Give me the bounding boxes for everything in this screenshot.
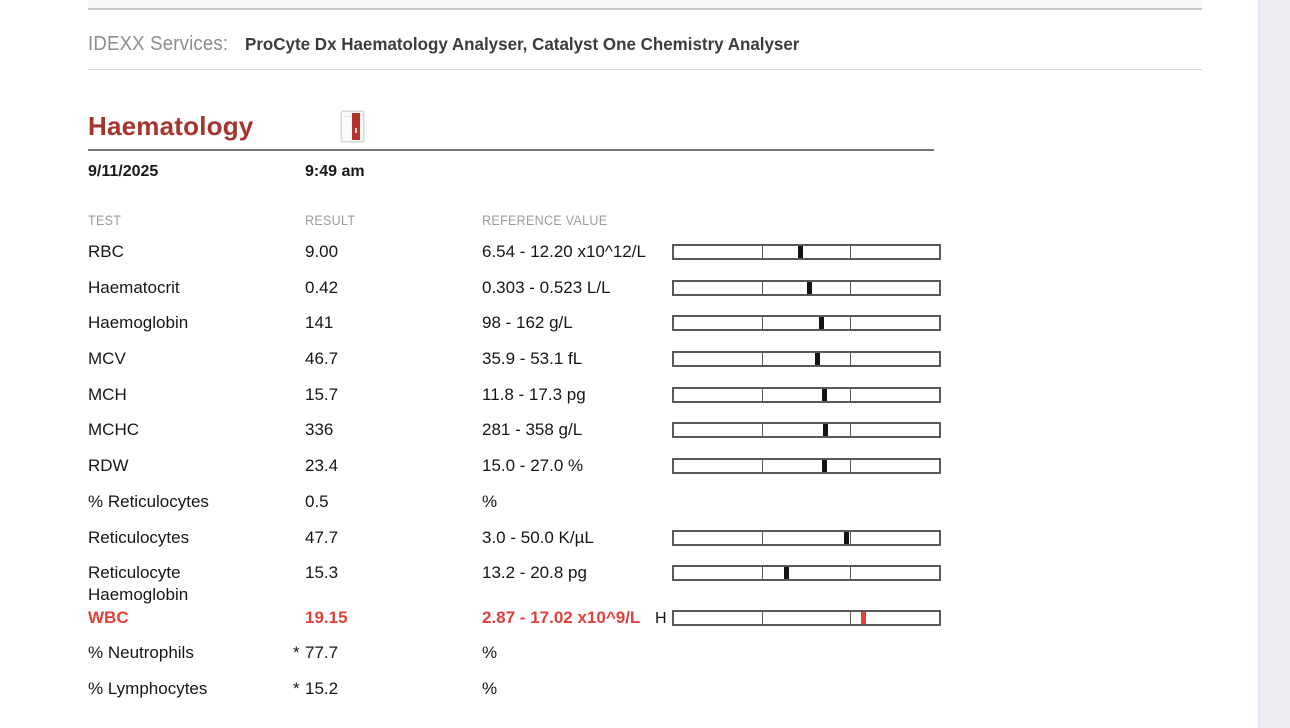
- result-value: 23.4: [305, 456, 339, 476]
- result-row: [88, 607, 1202, 643]
- range-bar-high-divider: [850, 317, 851, 329]
- range-bar-cell: [672, 277, 941, 296]
- results-table: [88, 213, 1202, 714]
- reference-range: %: [482, 643, 498, 663]
- test-name: Haemoglobin: [88, 313, 189, 333]
- range-bar-tick: [823, 424, 828, 436]
- analyser-icon-detail: [345, 116, 352, 117]
- test-name-cell: [88, 642, 305, 664]
- result-row: [88, 455, 1202, 491]
- reference-range: 15.0 - 27.0 %: [482, 456, 584, 476]
- range-bar-tick: [844, 532, 849, 544]
- test-name: Haematocrit: [88, 277, 180, 297]
- test-name-cell: [88, 562, 305, 606]
- range-bar: [672, 387, 941, 403]
- range-bar-low-divider: [762, 612, 763, 624]
- run-time: 9:49 am: [305, 163, 365, 180]
- reference-cell: [482, 607, 655, 629]
- reference-cell: [482, 277, 655, 299]
- services-divider: [88, 69, 1202, 70]
- result-row: [88, 527, 1202, 563]
- scrollbar-track[interactable]: [1258, 0, 1290, 728]
- reference-range: 6.54 - 12.20 x10^12/L: [482, 242, 646, 261]
- reference-range: 35.9 - 53.1 fL: [482, 349, 583, 369]
- test-name: % Neutrophils: [88, 643, 194, 663]
- result-value: 46.7: [305, 349, 339, 369]
- range-bar-low-divider: [762, 389, 763, 401]
- result-value: 9.00: [305, 242, 339, 261]
- reference-range: 2.87 - 17.02 x10^9/L: [482, 607, 641, 627]
- reference-cell: [482, 527, 655, 549]
- test-name: % Lymphocytes: [88, 678, 208, 698]
- reference-range: 281 - 358 g/L: [482, 420, 583, 440]
- services-value: ProCyte Dx Haematology Analyser, Catalyst One Chemistry Analyser: [245, 34, 800, 54]
- column-header-result: RESULT: [305, 213, 356, 228]
- range-bar: [672, 315, 941, 331]
- result-row: [88, 642, 1202, 678]
- flag-cell: [655, 562, 672, 563]
- test-name-cell: [88, 491, 305, 513]
- reference-cell: [482, 562, 655, 584]
- result-row: [88, 678, 1202, 714]
- range-bar-cell: [672, 384, 941, 403]
- range-bar-cell: [672, 455, 941, 474]
- result-cell: [305, 527, 482, 549]
- reference-cell: [482, 241, 655, 263]
- result-value: 15.3: [305, 563, 339, 583]
- test-name-cell: [88, 607, 305, 629]
- range-bar: [672, 280, 941, 296]
- range-bar: [672, 422, 941, 438]
- reference-cell: [482, 312, 655, 334]
- result-row: [88, 348, 1202, 384]
- column-header-reference: REFERENCE VALUE: [482, 213, 608, 228]
- reference-range: %: [482, 491, 498, 511]
- flag-cell: [655, 491, 672, 492]
- flag-cell: [655, 678, 672, 679]
- range-bar-tick: [807, 282, 812, 294]
- result-cell: [305, 348, 482, 370]
- range-bar-high-divider: [850, 353, 851, 365]
- flag-cell: [655, 642, 672, 643]
- run-date: 9/11/2025: [88, 163, 159, 180]
- result-value: 15.2: [305, 678, 339, 698]
- test-name-cell: [88, 384, 305, 406]
- flag-cell: [655, 419, 672, 420]
- result-asterisk: *: [293, 678, 300, 698]
- range-bar-cell: [672, 312, 941, 331]
- section-header: [88, 110, 1202, 143]
- range-bar-low-divider: [762, 532, 763, 544]
- range-bar-tick: [822, 460, 827, 472]
- range-bar-low-divider: [762, 567, 763, 579]
- test-name: Reticulocytes: [88, 527, 190, 547]
- result-value: 141: [305, 313, 334, 333]
- flag-cell: [655, 277, 672, 278]
- result-row: [88, 241, 1202, 277]
- range-bar-tick: [861, 612, 866, 624]
- result-cell: [305, 312, 482, 334]
- range-bar-tick: [798, 246, 803, 258]
- reference-cell: [482, 384, 655, 406]
- range-bar-high-divider: [850, 567, 851, 579]
- range-bar: [672, 530, 941, 546]
- result-cell: [293, 642, 482, 664]
- range-bar-cell: [672, 419, 941, 438]
- flag-cell: [655, 241, 672, 242]
- range-bar-high-divider: [850, 389, 851, 401]
- result-cell: [305, 455, 482, 477]
- run-datetime: [88, 163, 1202, 181]
- reference-cell: [482, 348, 655, 370]
- result-cell: [305, 384, 482, 406]
- range-bar-high-divider: [850, 424, 851, 436]
- flag-cell: [655, 384, 672, 385]
- range-bar-tick: [819, 317, 824, 329]
- analyser-icon-red-panel: [352, 113, 360, 140]
- result-cell: [305, 419, 482, 441]
- reference-range: 98 - 162 g/L: [482, 313, 573, 333]
- flag-cell: [655, 348, 672, 349]
- result-value: 336: [305, 420, 334, 440]
- range-bar-low-divider: [762, 246, 763, 258]
- services-row: [88, 33, 1202, 57]
- range-bar: [672, 244, 941, 260]
- result-cell: [305, 241, 482, 263]
- reference-cell: [482, 455, 655, 477]
- test-name-cell: [88, 348, 305, 370]
- test-name: MCHC: [88, 420, 139, 440]
- result-cell: [305, 277, 482, 299]
- result-row: [88, 384, 1202, 420]
- result-row: [88, 312, 1202, 348]
- result-value: 77.7: [305, 643, 339, 663]
- test-name-cell: [88, 455, 305, 477]
- range-bar-cell: [672, 562, 941, 581]
- range-bar-low-divider: [762, 424, 763, 436]
- reference-range: 11.8 - 17.3 pg: [482, 384, 586, 404]
- range-bar-cell: [672, 607, 941, 626]
- reference-range: 0.303 - 0.523 L/L: [482, 277, 611, 297]
- range-bar: [672, 458, 941, 474]
- range-bar-tick: [815, 353, 820, 365]
- test-name: RBC: [88, 242, 124, 261]
- reference-cell: [482, 642, 655, 664]
- column-header-test: TEST: [88, 213, 122, 228]
- test-name: RDW: [88, 456, 129, 476]
- test-name: MCV: [88, 349, 126, 369]
- range-bar-high-divider: [850, 460, 851, 472]
- flag-cell: H: [655, 609, 667, 627]
- section-title-underline: [88, 149, 934, 151]
- result-row: [88, 491, 1202, 527]
- result-row: [88, 562, 1202, 606]
- analyser-icon: [341, 111, 364, 142]
- reference-cell: [482, 419, 655, 441]
- range-bar-tick: [822, 389, 827, 401]
- test-name: % Reticulocytes: [88, 491, 209, 511]
- reference-cell: [482, 491, 655, 513]
- test-name: MCH: [88, 384, 127, 404]
- test-name-cell: [88, 678, 305, 700]
- test-name-cell: [88, 277, 305, 299]
- range-bar: [672, 565, 941, 581]
- range-bar-high-divider: [850, 282, 851, 294]
- range-bar-low-divider: [762, 317, 763, 329]
- result-cell: [293, 678, 482, 700]
- reference-range: %: [482, 678, 498, 698]
- range-bar-low-divider: [762, 282, 763, 294]
- flag-cell: [655, 455, 672, 456]
- range-bar-cell: [672, 348, 941, 367]
- range-bar-low-divider: [762, 353, 763, 365]
- table-header: [88, 213, 1202, 228]
- reference-range: 3.0 - 50.0 K/µL: [482, 527, 594, 547]
- previous-section-edge: [88, 0, 1202, 10]
- services-label: IDEXX Services:: [88, 33, 229, 55]
- test-name: Reticulocyte Haemoglobin: [88, 563, 189, 605]
- range-bar-cell: [672, 527, 941, 546]
- result-value: 15.7: [305, 384, 339, 404]
- range-bar-high-divider: [850, 246, 851, 258]
- reference-cell: [482, 678, 655, 700]
- result-cell: [305, 491, 482, 513]
- test-name-cell: [88, 241, 305, 263]
- result-row: [88, 277, 1202, 313]
- report-content: [88, 0, 1202, 714]
- flag-cell: [655, 312, 672, 313]
- result-value: 19.15: [305, 607, 348, 627]
- range-bar-high-divider: [850, 532, 851, 544]
- result-value: 0.42: [305, 277, 339, 297]
- result-row: [88, 419, 1202, 455]
- range-bar-cell: [672, 241, 941, 260]
- range-bar-low-divider: [762, 460, 763, 472]
- range-bar-tick: [784, 567, 789, 579]
- range-bar-cell: [672, 678, 941, 681]
- reference-range: 13.2 - 20.8 pg: [482, 563, 587, 583]
- range-bar: [672, 351, 941, 367]
- analyser-icon-dot: [355, 128, 357, 133]
- range-bar-cell: [672, 491, 941, 494]
- test-name-cell: [88, 419, 305, 441]
- result-value: 0.5: [305, 491, 329, 511]
- test-name: WBC: [88, 607, 129, 627]
- section-title: Haematology: [88, 111, 254, 141]
- result-cell: [305, 607, 482, 629]
- test-name-cell: [88, 312, 305, 334]
- range-bar-cell: [672, 642, 941, 645]
- flag-cell: [655, 527, 672, 528]
- result-asterisk: *: [293, 643, 300, 663]
- range-bar: [672, 610, 941, 626]
- result-value: 47.7: [305, 527, 339, 547]
- range-bar-high-divider: [850, 612, 851, 624]
- result-cell: [305, 562, 482, 584]
- test-name-cell: [88, 527, 305, 549]
- table-rows: [88, 241, 1202, 714]
